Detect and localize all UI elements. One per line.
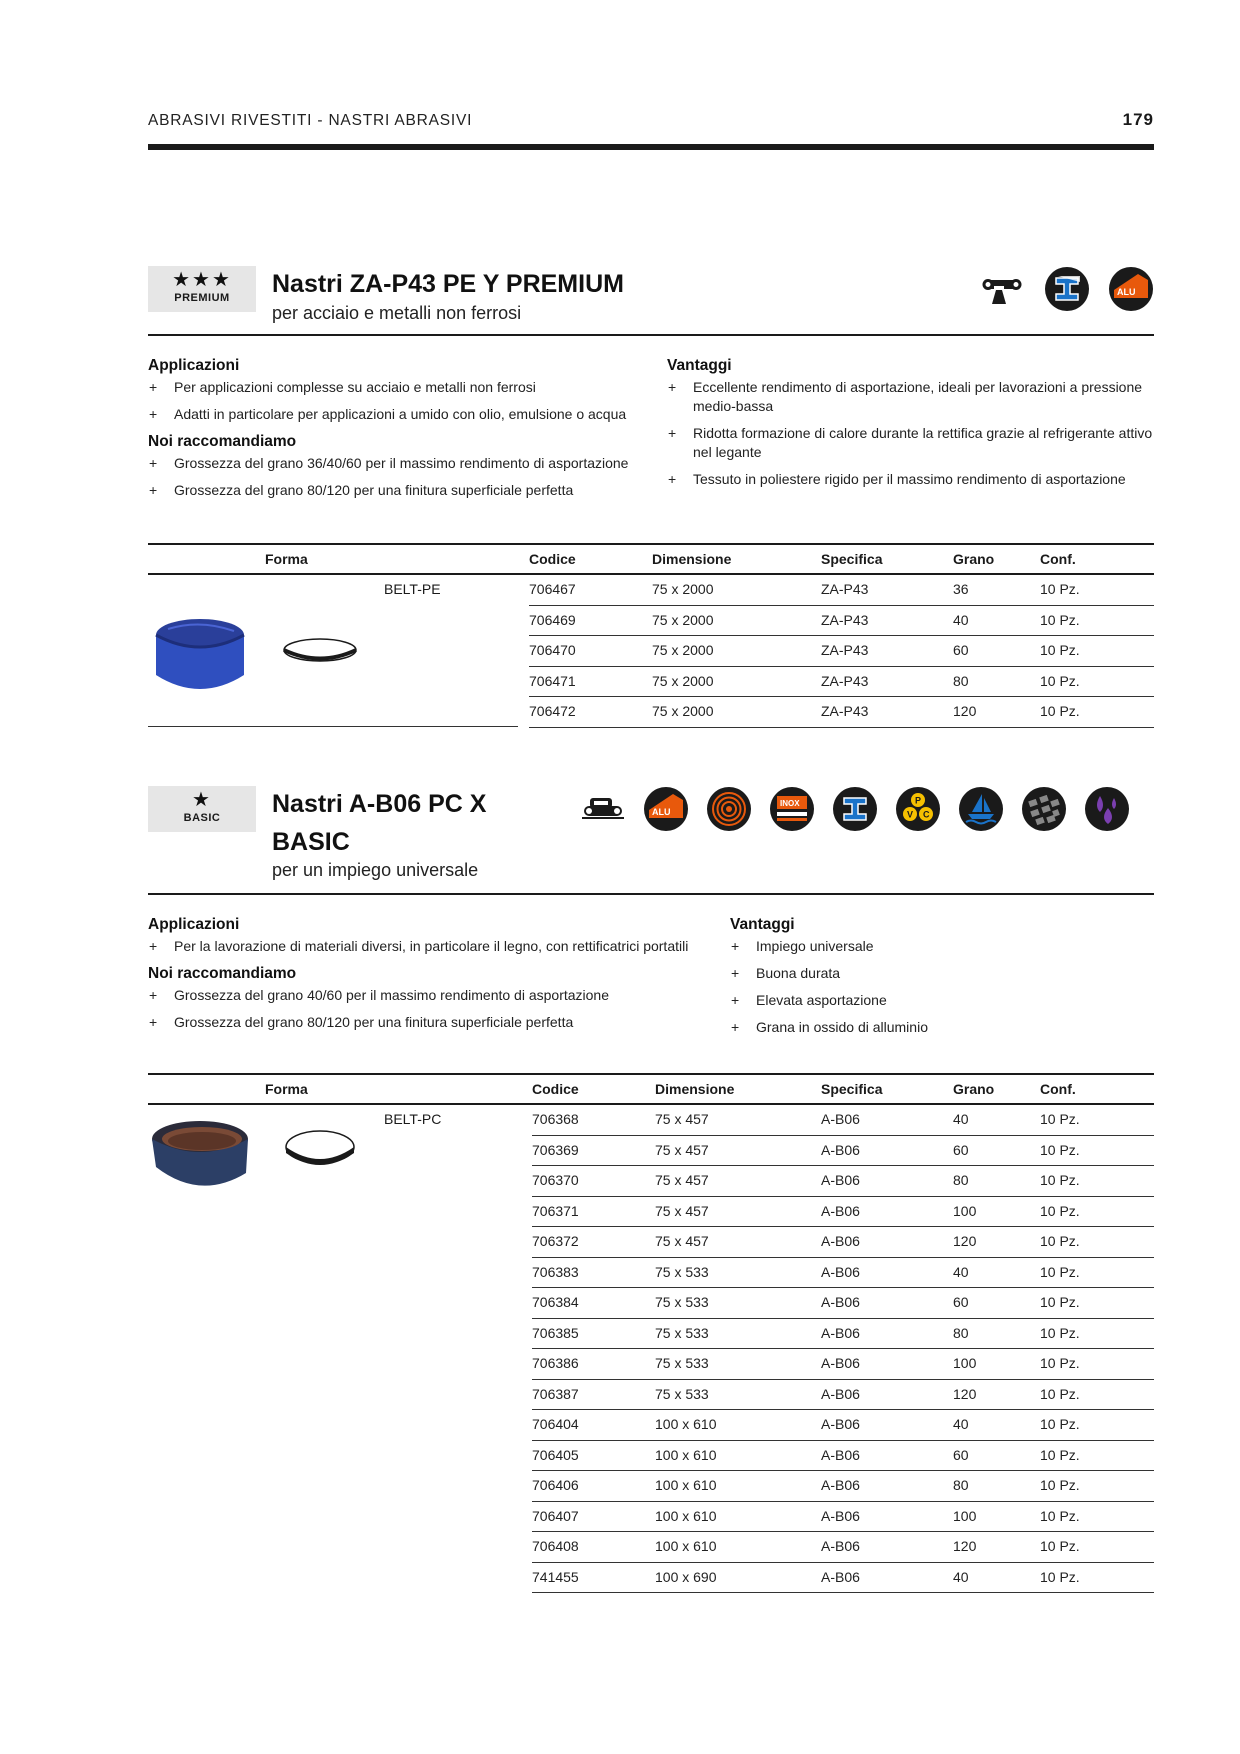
cell-conf: 10 Pz.: [1040, 1507, 1080, 1524]
cell-codice: 706472: [529, 703, 576, 719]
cell-codice: 706471: [529, 672, 576, 689]
premium-badge: [148, 266, 256, 312]
table-row: [529, 575, 1154, 606]
table-row: [532, 1197, 1154, 1228]
applicazioni-list: [148, 378, 668, 424]
cell-specifica: A-B06: [821, 1294, 860, 1310]
header-rule: [148, 144, 1154, 150]
product-subtitle: per acciaio e metalli non ferrosi: [272, 303, 522, 323]
cell-specifica: A-B06: [821, 1233, 860, 1249]
cell-conf: 10 Pz.: [1040, 1202, 1080, 1219]
cell-codice: 706406: [532, 1477, 579, 1493]
cell-specifica: A-B06: [821, 1172, 860, 1188]
list-item: + Elevata asportazione: [731, 992, 887, 1008]
table-row: [532, 1166, 1154, 1197]
cell-codice: 706405: [532, 1446, 579, 1463]
cell-dimensione: 75 x 457: [655, 1172, 709, 1188]
cell-grano: 40: [953, 1111, 969, 1127]
cell-codice: 706387: [532, 1385, 579, 1402]
cell-grano: 60: [953, 642, 969, 658]
cell-dimensione: 100 x 610: [655, 1416, 717, 1432]
cell-conf: 10 Pz.: [1040, 1233, 1080, 1249]
table-row: [532, 1227, 1154, 1258]
table-row: [532, 1380, 1154, 1411]
svg-text:ALU: ALU: [1117, 287, 1136, 297]
table-header: [148, 1073, 1154, 1105]
cell-specifica: A-B06: [821, 1385, 860, 1402]
list-item: + Impiego universale: [731, 938, 874, 954]
cell-grano: 40: [953, 1568, 969, 1585]
belt-profile-image: [280, 625, 360, 675]
cell-conf: 10 Pz.: [1040, 1111, 1080, 1127]
advantages-column: [730, 915, 1150, 1045]
vantaggi-list: [667, 378, 1154, 489]
cell-dimensione: 75 x 533: [655, 1263, 709, 1280]
cell-specifica: A-B06: [821, 1111, 860, 1127]
inox-steel-icon: [1044, 266, 1090, 312]
cell-specifica: ZA-P43: [821, 672, 869, 689]
product-table: [148, 1073, 1154, 1585]
col-forma: Forma: [265, 551, 308, 567]
cell-grano: 120: [953, 1233, 977, 1249]
cell-grano: 100: [953, 1202, 977, 1219]
cell-specifica: A-B06: [821, 1568, 860, 1585]
badge-label: BASIC: [183, 812, 221, 824]
list-item: + Buona durata: [731, 965, 841, 981]
cell-grano: 40: [953, 1263, 969, 1280]
col-grano: Grano: [953, 1081, 995, 1097]
cell-dimensione: 75 x 457: [655, 1111, 709, 1127]
cell-codice: 706370: [532, 1172, 579, 1188]
section-rule: [148, 893, 1154, 895]
table-row: [532, 1532, 1154, 1563]
cell-codice: 706384: [532, 1294, 579, 1310]
svg-text:V: V: [907, 809, 914, 820]
list-item: + Adatti in particolare per applicazioni a umido con olio, emulsione o acqua: [149, 406, 627, 422]
applications-column: [148, 915, 728, 1040]
table-row: [529, 697, 1154, 728]
forma-label: BELT-PC: [384, 1111, 442, 1127]
cell-grano: 120: [953, 1538, 977, 1554]
cell-specifica: A-B06: [821, 1263, 860, 1280]
col-grano: Grano: [953, 551, 995, 567]
cell-codice: 706371: [532, 1202, 579, 1219]
belt-sander-icon: [980, 266, 1026, 312]
table-row: [532, 1319, 1154, 1350]
table-row: [532, 1288, 1154, 1319]
cell-conf: 10 Pz.: [1040, 1385, 1080, 1402]
cell-conf: 10 Pz.: [1040, 1294, 1080, 1310]
cell-codice: 706385: [532, 1324, 579, 1341]
applicazioni-heading: Applicazioni: [148, 357, 240, 374]
basic-badge: [148, 786, 256, 832]
cell-conf: 10 Pz.: [1040, 1172, 1080, 1188]
belt-profile-image: [280, 1125, 360, 1175]
cell-specifica: A-B06: [821, 1324, 860, 1341]
cell-specifica: ZA-P43: [821, 703, 869, 719]
cell-grano: 100: [953, 1355, 977, 1371]
vantaggi-heading: Vantaggi: [667, 357, 732, 374]
cell-grano: 100: [953, 1507, 977, 1524]
cell-dimensione: 75 x 533: [655, 1294, 709, 1310]
cell-codice: 706407: [532, 1507, 579, 1524]
svg-text:C: C: [923, 809, 930, 820]
blue-belt-image: [148, 615, 252, 699]
list-item: + Tessuto in poliestere rigido per il massimo rendimento di asportazione: [668, 471, 1126, 487]
page-number: 179: [1122, 110, 1154, 129]
cell-grano: 80: [953, 672, 969, 689]
cell-specifica: A-B06: [821, 1538, 860, 1554]
cell-dimensione: 75 x 457: [655, 1141, 709, 1158]
cell-conf: 10 Pz.: [1040, 1141, 1080, 1158]
wood-icon: [706, 786, 752, 832]
cell-codice: 706470: [529, 642, 576, 658]
cell-conf: 10 Pz.: [1040, 703, 1080, 719]
table-row: [529, 667, 1154, 698]
cell-codice: 741455: [532, 1568, 579, 1585]
cell-conf: 10 Pz.: [1040, 1263, 1080, 1280]
pvc-icon: [895, 786, 941, 832]
cell-dimensione: 75 x 2000: [652, 642, 714, 658]
cell-grano: 60: [953, 1141, 969, 1158]
cell-specifica: A-B06: [821, 1355, 860, 1371]
cell-dimensione: 75 x 533: [655, 1324, 709, 1341]
list-item: + Grossezza del grano 40/60 per il massimo rendimento di asportazione: [149, 987, 610, 1003]
cell-specifica: A-B06: [821, 1141, 860, 1158]
table-row: [532, 1258, 1154, 1289]
col-specifica: Specifica: [821, 551, 883, 567]
inox-icon: [769, 786, 815, 832]
col-codice: Codice: [529, 551, 576, 567]
list-item: + Ridotta formazione di calore durante la rettifica grazie al refrigerante attivo nel legante: [668, 425, 1153, 460]
table-row: [532, 1410, 1154, 1441]
cell-dimensione: 75 x 457: [655, 1202, 709, 1219]
table-rows: [529, 575, 1154, 728]
cell-grano: 120: [953, 703, 977, 719]
svg-text:INOX: INOX: [780, 799, 800, 808]
cell-grano: 80: [953, 1172, 969, 1188]
application-icons: [980, 266, 1154, 312]
col-specifica: Specifica: [821, 1081, 883, 1097]
list-item: + Grana in ossido di alluminio: [731, 1019, 928, 1035]
cell-codice: 706467: [529, 581, 576, 597]
stone-icon: [1021, 786, 1067, 832]
cell-specifica: A-B06: [821, 1446, 860, 1463]
cell-codice: 706368: [532, 1111, 579, 1127]
product-title: Nastri ZA-P43 PE Y PREMIUM: [272, 270, 624, 298]
cell-dimensione: 75 x 2000: [652, 703, 714, 719]
product-title: Nastri A-B06 PC X BASIC: [272, 790, 487, 856]
product-table: [148, 543, 1154, 719]
cell-grano: 40: [953, 1416, 969, 1432]
list-item: + Per applicazioni complesse su acciaio e metalli non ferrosi: [149, 379, 536, 395]
col-conf: Conf.: [1040, 551, 1076, 567]
cell-specifica: A-B06: [821, 1477, 860, 1493]
vantaggi-heading: Vantaggi: [730, 916, 795, 933]
cell-conf: 10 Pz.: [1040, 642, 1080, 658]
alu-icon: [1108, 266, 1154, 312]
vantaggi-list: [730, 937, 1150, 1037]
col-codice: Codice: [532, 1081, 579, 1097]
table-row: [532, 1105, 1154, 1136]
table-header: [148, 543, 1154, 575]
table-row: [532, 1441, 1154, 1472]
cell-specifica: ZA-P43: [821, 611, 869, 628]
cell-dimensione: 75 x 2000: [652, 611, 714, 628]
cell-dimensione: 75 x 457: [655, 1233, 709, 1249]
cell-dimensione: 100 x 610: [655, 1477, 717, 1493]
cell-codice: 706372: [532, 1233, 579, 1249]
cell-conf: 10 Pz.: [1040, 1538, 1080, 1554]
page-header: [148, 108, 1154, 148]
cell-conf: 10 Pz.: [1040, 1446, 1080, 1463]
cell-grano: 40: [953, 611, 969, 628]
cell-conf: 10 Pz.: [1040, 1416, 1080, 1432]
list-item: + Grossezza del grano 80/120 per una finitura superficiale perfetta: [149, 482, 574, 498]
badge-stars: ★★★: [172, 269, 232, 291]
cell-specifica: A-B06: [821, 1507, 860, 1524]
list-item: + Eccellente rendimento di asportazione, ideali per lavorazioni a pressione medio-bassa: [668, 379, 1143, 414]
cell-dimensione: 75 x 2000: [652, 672, 714, 689]
forma-label: BELT-PE: [384, 581, 441, 597]
alu-icon: [643, 786, 689, 832]
cell-conf: 10 Pz.: [1040, 581, 1080, 597]
handheld-belt-sander-icon: [580, 786, 626, 832]
cell-dimensione: 75 x 533: [655, 1355, 709, 1371]
cell-grano: 60: [953, 1446, 969, 1463]
raccomandiamo-heading: Noi raccomandiamo: [148, 433, 297, 450]
table-rows: [532, 1105, 1154, 1593]
boat-icon: [958, 786, 1004, 832]
badge-stars: ★: [192, 789, 212, 811]
forma-cell: [148, 1105, 518, 1257]
cell-conf: 10 Pz.: [1040, 1568, 1080, 1585]
table-row: [532, 1136, 1154, 1167]
col-dimensione: Dimensione: [652, 551, 732, 567]
list-item: + Per la lavorazione di materiali diversi, in particolare il legno, con rettificatrici portatili: [149, 938, 689, 954]
cell-dimensione: 100 x 610: [655, 1507, 717, 1524]
cell-codice: 706404: [532, 1416, 579, 1432]
cell-dimensione: 75 x 2000: [652, 581, 714, 597]
svg-text:ALU: ALU: [652, 807, 671, 817]
col-conf: Conf.: [1040, 1081, 1076, 1097]
cell-dimensione: 100 x 610: [655, 1446, 717, 1463]
cell-codice: 706386: [532, 1355, 579, 1371]
raccomandiamo-list: [148, 454, 668, 500]
brown-belt-image: [148, 1115, 252, 1199]
cell-specifica: ZA-P43: [821, 581, 869, 597]
cell-specifica: A-B06: [821, 1416, 860, 1432]
raccomandiamo-heading: Noi raccomandiamo: [148, 965, 297, 982]
svg-text:P: P: [915, 795, 922, 806]
cell-grano: 60: [953, 1294, 969, 1310]
applicazioni-list: [148, 937, 728, 956]
list-item: + Grossezza del grano 36/40/60 per il massimo rendimento di asportazione: [149, 455, 629, 471]
forma-cell: [148, 575, 518, 727]
cell-conf: 10 Pz.: [1040, 1477, 1080, 1493]
advantages-column: [667, 356, 1154, 497]
cell-specifica: A-B06: [821, 1202, 860, 1219]
table-row: [532, 1502, 1154, 1533]
cell-grano: 120: [953, 1385, 977, 1402]
cell-grano: 80: [953, 1477, 969, 1493]
cell-codice: 706408: [532, 1538, 579, 1554]
cell-dimensione: 100 x 690: [655, 1568, 717, 1585]
col-forma: Forma: [265, 1081, 308, 1097]
header-title: ABRASIVI RIVESTITI - NASTRI ABRASIVI: [148, 112, 473, 129]
cell-grano: 36: [953, 581, 969, 597]
cell-conf: 10 Pz.: [1040, 1324, 1080, 1341]
product-subtitle: per un impiego universale: [272, 860, 479, 880]
cell-dimensione: 100 x 610: [655, 1538, 717, 1554]
table-row: [532, 1471, 1154, 1502]
application-icons: [580, 786, 1130, 832]
cell-codice: 706369: [532, 1141, 579, 1158]
list-item: + Grossezza del grano 80/120 per una finitura superficiale perfetta: [149, 1014, 574, 1030]
applicazioni-heading: Applicazioni: [148, 916, 240, 933]
cell-codice: 706469: [529, 611, 576, 628]
cell-conf: 10 Pz.: [1040, 611, 1080, 628]
cell-specifica: ZA-P43: [821, 642, 869, 658]
cell-dimensione: 75 x 533: [655, 1385, 709, 1402]
cell-grano: 80: [953, 1324, 969, 1341]
cell-codice: 706383: [532, 1263, 579, 1280]
table-row: [532, 1563, 1154, 1594]
cell-conf: 10 Pz.: [1040, 672, 1080, 689]
table-row: [529, 606, 1154, 637]
table-row: [529, 636, 1154, 667]
col-dimensione: Dimensione: [655, 1081, 735, 1097]
cell-conf: 10 Pz.: [1040, 1355, 1080, 1371]
table-row: [532, 1349, 1154, 1380]
steel-icon: [832, 786, 878, 832]
badge-label: PREMIUM: [174, 292, 230, 304]
section-rule: [148, 334, 1154, 336]
paint-icon: [1084, 786, 1130, 832]
applications-column: [148, 356, 668, 508]
raccomandiamo-list: [148, 986, 728, 1032]
